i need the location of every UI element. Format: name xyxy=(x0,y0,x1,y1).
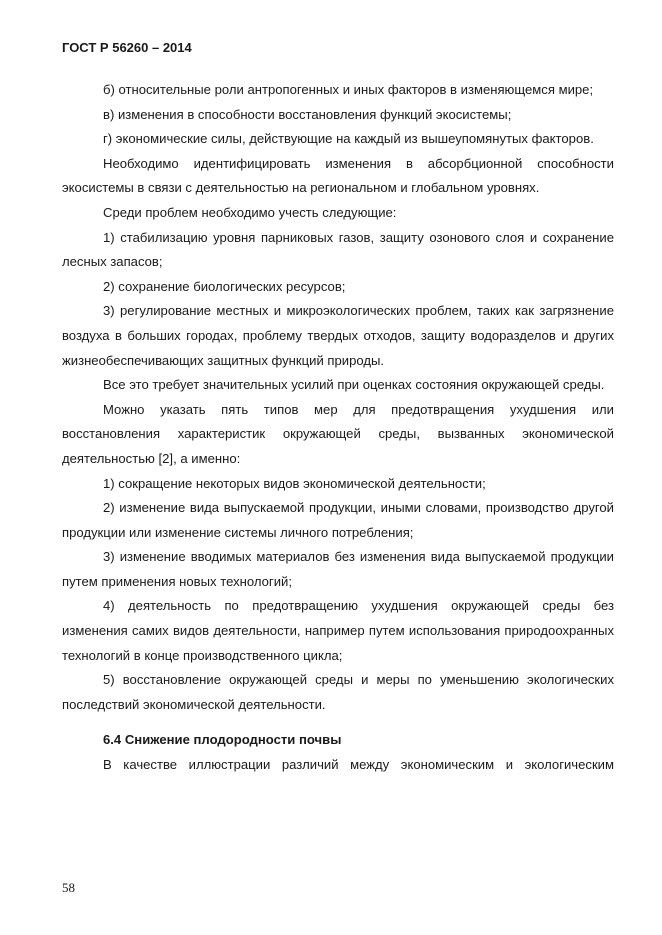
paragraph: Необходимо идентифицировать изменения в абсорбционной способности экосистемы в связи с деятельностью на региональном и глобальном уровнях. xyxy=(62,155,614,196)
paragraph: в) изменения в способности восстановления функций экосистемы; xyxy=(103,106,512,122)
paragraph: г) экономические силы, действующие на каждый из вышеупомянутых факторов. xyxy=(103,131,594,147)
list-item: 5) восстановление окружающей среды и меры по уменьшению экологических последствий экономической деятельности. xyxy=(62,672,614,712)
page-number: 58 xyxy=(62,880,75,895)
list-item: 2) изменение вида выпускаемой продукции, иными словами, производство другой продукции или изменение системы личного потребления; xyxy=(62,500,614,540)
list-item: 1) сокращение некоторых видов экономической деятельности; xyxy=(103,475,486,491)
list-item: 1) стабилизацию уровня парниковых газов, защиту озонового слоя и сохранение лесных запасов; xyxy=(62,229,614,270)
paragraph: В качестве иллюстрации различий между экономическим и экологическим xyxy=(103,757,614,773)
paragraph: Все это требует значительных усилий при оценках состояния окружающей среды. xyxy=(103,377,605,393)
document-body xyxy=(62,78,614,778)
list-item: 3) регулирование местных и микроэкологических проблем, таких как загрязнение воздуха в больших городах, проблему твердых отходов, защиту водоразделов и других жизнеобеспечивающих защитных функций природы. xyxy=(62,303,614,368)
paragraph: Можно указать пять типов мер для предотвращения ухудшения или восстановления характеристик окружающей среды, вызванных экономической деятельностью [2], а именно: xyxy=(62,401,614,466)
document-header: ГОСТ Р 56260 – 2014 xyxy=(62,40,192,55)
list-item: 4) деятельность по предотвращению ухудшения окружающей среды без изменения самих видов деятельности, например путем использования природоохранных технологий в конце производственного цикла; xyxy=(62,598,614,663)
list-item: 3) изменение вводимых материалов без изменения вида выпускаемой продукции путем применения новых технологий; xyxy=(62,549,614,589)
paragraph: Среди проблем необходимо учесть следующие: xyxy=(103,204,397,220)
list-item: 2) сохранение биологических ресурсов; xyxy=(103,278,346,294)
section-heading: 6.4 Снижение плодородности почвы xyxy=(103,732,342,748)
paragraph: б) относительные роли антропогенных и иных факторов в изменяющемся мире; xyxy=(103,82,594,97)
